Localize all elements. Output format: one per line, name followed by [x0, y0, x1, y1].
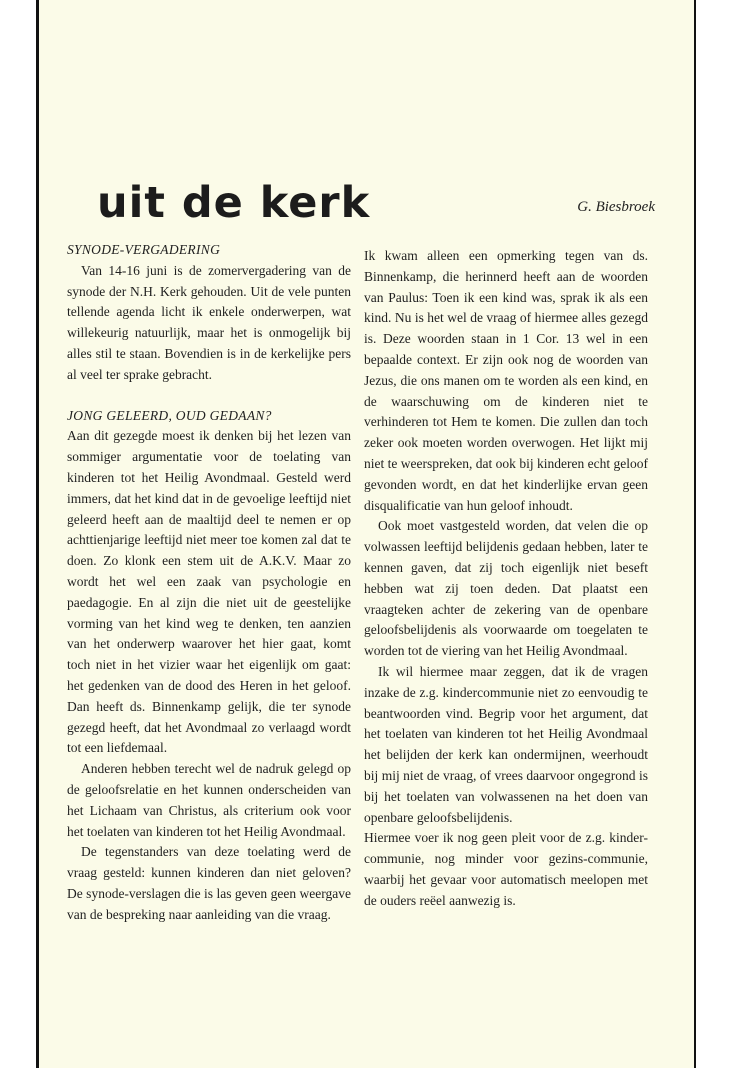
section-title: uit de kerk: [97, 178, 371, 228]
paragraph: Ook moet vastgesteld worden, dat velen die op volwassen leeftijd belijdenis gedaan hebben, later te kennen gaven, dat zij toch eigenlijk niet beseft hebben wat zij toen deden. Dat plaatst een vraagteken achter de zekering van de openbare geloofsbelijdenis als voorwaarde om toegelaten te worden tot de viering van het Heilig Avondmaal.: [364, 518, 648, 659]
subheading-synode: SYNODE-VERGADERING: [67, 242, 221, 257]
paragraph: Ik kwam alleen een opmerking tegen van ds. Binnenkamp, die herinnerd heeft aan de woorden van Paulus: Toen ik een kind was, sprak ik als een kind. Nu is het wel de vraag of hiermee alles gezegd is. Deze woorden staan in 1 Cor. 13 wel in een bepaalde context. Er zijn ook nog de woorden van Jezus, die ons manen om te worden als een kind, en de waarschuwing om de kinderen niet te verhinderen tot Hem te komen. Die zullen dan toch zeker ook moeten worden overwogen. Het lijkt mij niet te weerspreken, dat ook bij kinderen echt geloof gevonden wordt, en dat het kinderlijke ervan geen disqualificatie van hun geloof inhoudt.: [364, 248, 648, 513]
paragraph: Hiermee voer ik nog geen pleit voor de z.g. kinder-communie, nog minder voor gezins-communie, waarbij het gevaar voor automatisch meelopen met de ouders reëel aanwezig is.: [364, 830, 648, 908]
author-name: G. Biesbroek: [577, 199, 655, 215]
subheading-jong-geleerd: JONG GELEERD, OUD GEDAAN?: [67, 407, 272, 423]
paragraph: Aan dit gezegde moest ik denken bij het lezen van sommiger argumentatie voor de toelating van kinderen tot het Heilig Avondmaal. Gesteld werd immers, dat het kind dat in de gevoelige leeftijd niet geleerd heeft aan de maaltijd deel te nemen er op achttienjarige leeftijd niet meer toe komen zal dat te doen. Zo klonk een stem uit de A.K.V. Maar zo wordt het wel een zaak van psychologie en paedagogie. En al zijn die niet uit de geestelijke vorming van het kind weg te denken, ten aanzien van het onderwerp waarover het hier gaat, komt toch niet in het vizier waar het eigenlijk om gaat: het gedenken van de dood des Heren in het geloof. Dan heeft ds. Binnenkamp gelijk, die ter synode gezegd heeft, dat het Avondmaal zo verlaagd wordt tot een liefdemaal.: [67, 428, 351, 756]
left-column: [67, 240, 351, 926]
paragraph: Van 14-16 juni is de zomervergadering van de synode der N.H. Kerk gehouden. Uit de vele punten tellende agenda licht ik enkele onderwerpen, wat willekeurig natuurlijk, maar het is onmogelijk bij alles stil te staan. Bovendien is in de kerkelijke pers al veel ter sprake gebracht.: [67, 262, 351, 382]
paragraph: Anderen hebben terecht wel de nadruk gelegd op de geloofsrelatie en het kunnen onderscheiden van het Lichaam van Christus, als criterium ook voor het toelaten van kinderen tot het Heilig Avondmaal.: [67, 761, 351, 839]
right-column: [364, 246, 648, 912]
paragraph: Ik wil hiermee maar zeggen, dat ik de vragen inzake de z.g. kindercommunie niet zo eenvoudig te beantwoorden vind. Begrip voor het argument, dat het toelaten van kinderen tot het Heilig Avondmaal het belijden der kerk kan ondermijnen, weerhoudt bij mij niet de vraag, of vrees daarvoor ongegrond is bij het toelaten van volwassenen na het doen van openbare geloofsbelijdenis.: [364, 663, 648, 825]
document-page: [36, 0, 696, 1068]
paragraph: De tegenstanders van deze toelating werd de vraag gesteld: kunnen kinderen dan niet geloven? De synode-verslagen die is las geven geen weergave van de bespreking naar aanleiding van die vraag.: [67, 844, 351, 922]
